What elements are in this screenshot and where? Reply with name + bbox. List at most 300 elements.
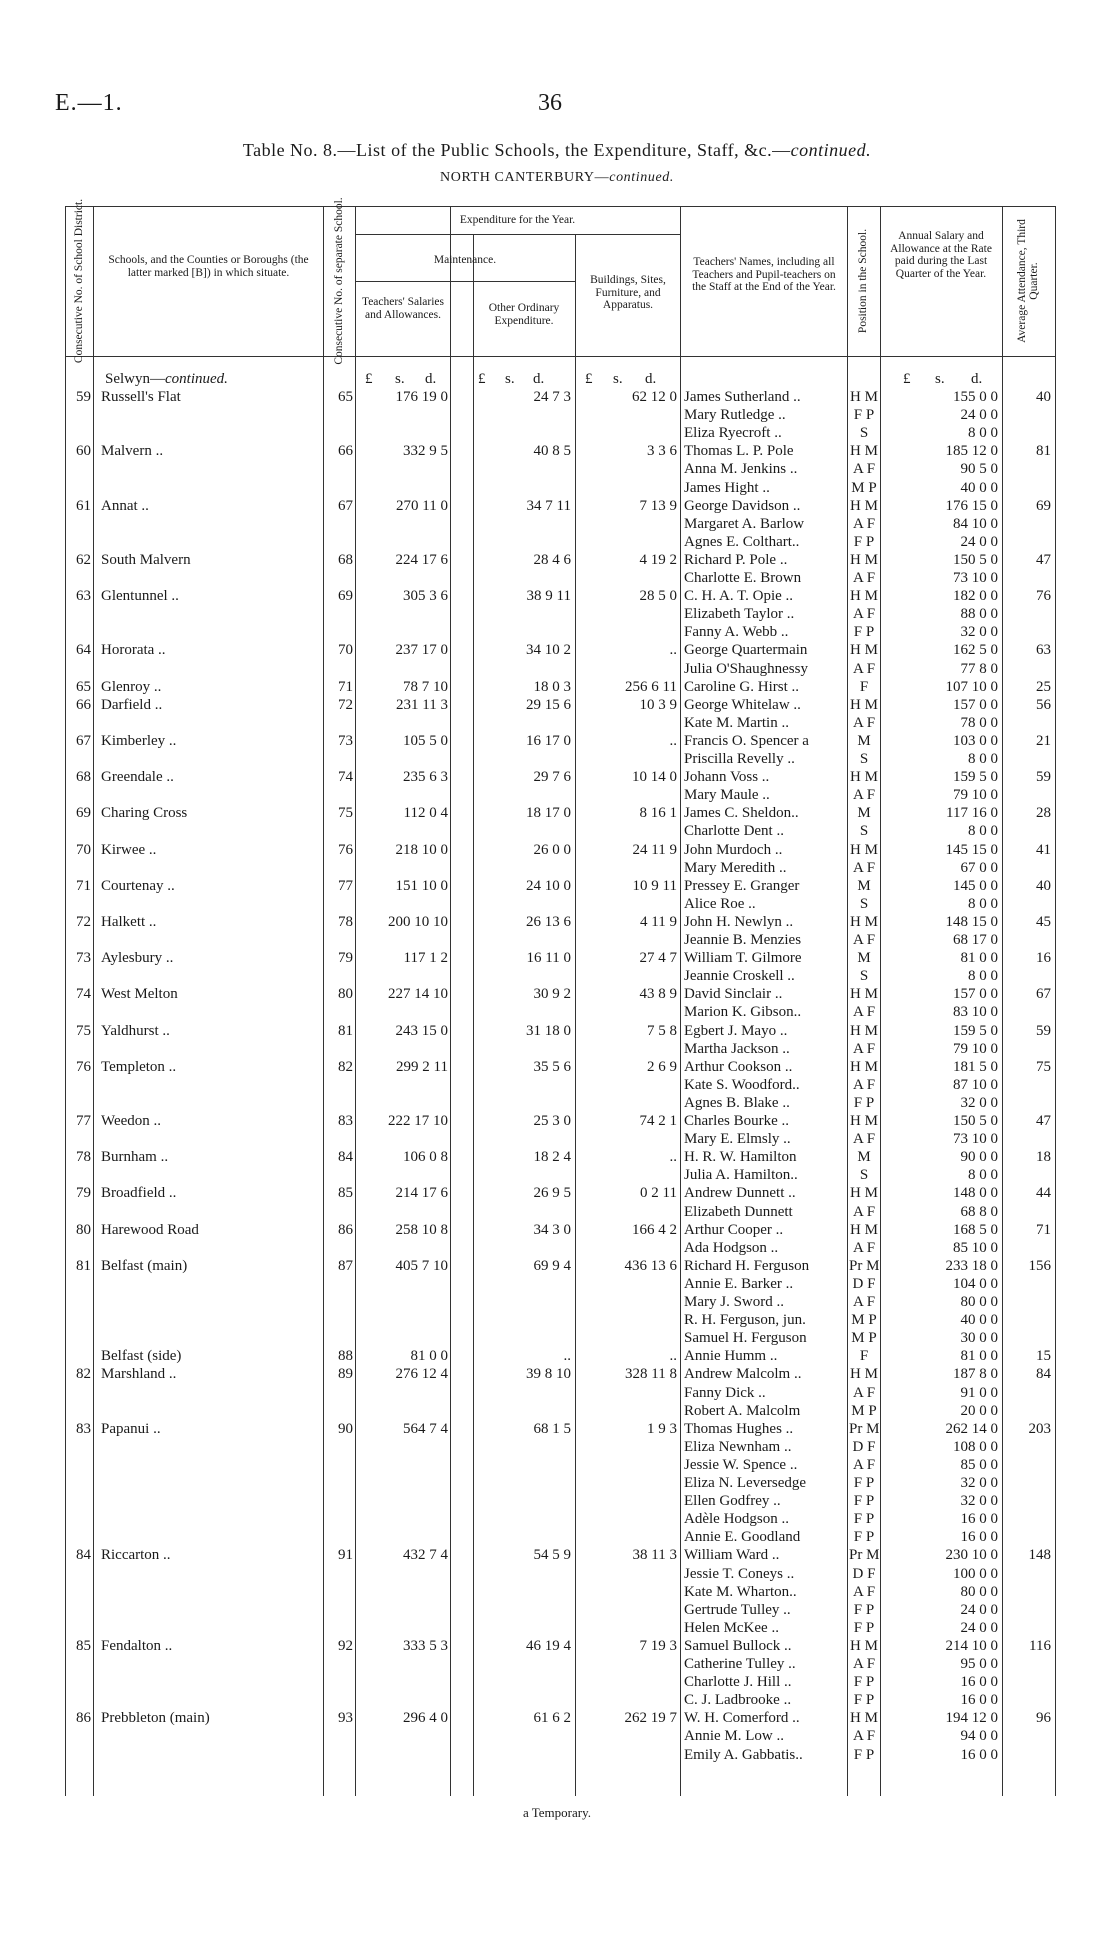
lsd-pound-salaries: £ (365, 371, 373, 387)
table-row (65, 442, 1055, 460)
cell-position: H M (850, 497, 878, 514)
cell-position: F P (853, 1601, 875, 1618)
cell-teacher-name: Mary Meredith .. (684, 859, 787, 876)
cell-annual-salary: 168 5 0 (953, 1221, 998, 1238)
table-row (65, 1203, 1055, 1221)
cell-annual-salary: 103 0 0 (953, 732, 998, 749)
cell-teacher-name: Johann Voss .. (684, 769, 770, 786)
table-row (65, 1746, 1055, 1764)
cell-annual-salary: 150 5 0 (953, 1113, 998, 1129)
table-row (65, 1438, 1055, 1456)
cell-annual-salary: 95 0 0 (960, 1656, 998, 1672)
cell-teacher-name: Mary Rutledge .. (684, 407, 786, 424)
cell-attendance: 59 (1036, 769, 1051, 786)
cell-attendance: 156 (1028, 1257, 1051, 1274)
cell-district-no: 84 (76, 1547, 91, 1564)
cell-attendance: 44 (1036, 1185, 1051, 1202)
cell-annual-salary: 32 0 0 (960, 1493, 998, 1510)
cell-school-name: Templeton .. (101, 1058, 177, 1075)
cell-position: F P (853, 1674, 875, 1691)
header-attendance: Average Attendance, Third Quarter. (1016, 219, 1040, 343)
cell-teacher-name: Annie Humm .. (684, 1348, 778, 1365)
cell-school-no: 71 (338, 678, 353, 695)
cell-attendance: 18 (1036, 1149, 1051, 1166)
cell-school-no: 89 (338, 1366, 353, 1383)
cell-annual-salary: 100 0 0 (953, 1565, 998, 1582)
cell-district-no: 82 (76, 1366, 91, 1383)
table-title-continued: continued. (790, 140, 872, 160)
cell-buildings: 328 11 8 (625, 1366, 677, 1383)
cell-salaries: 333 5 3 (403, 1637, 448, 1654)
cell-annual-salary: 78 0 0 (960, 714, 998, 731)
table-row (65, 1365, 1055, 1383)
table-row (65, 1727, 1055, 1745)
cell-attendance: 81 (1036, 443, 1051, 460)
cell-position: A F (852, 1384, 876, 1401)
cell-district-no: 72 (76, 913, 91, 930)
cell-district-no: 77 (76, 1113, 91, 1129)
county-continued: continued. (165, 371, 228, 387)
cell-school-no: 79 (338, 950, 353, 967)
header-salaries: Teachers' Salaries and Allowances. (361, 296, 445, 321)
cell-school-name: Russell's Flat (101, 389, 181, 405)
cell-buildings: 10 3 9 (639, 696, 677, 713)
cell-salaries: 151 10 0 (395, 877, 448, 894)
cell-other-expenditure: 18 2 4 (533, 1149, 571, 1166)
cell-other-expenditure: 34 10 2 (526, 642, 571, 659)
cell-position: F (859, 678, 869, 695)
cell-position: A F (852, 859, 876, 876)
cell-district-no: 69 (76, 805, 91, 822)
lsd-shilling-other: s. (505, 371, 515, 387)
table-row (65, 1058, 1055, 1076)
cell-annual-salary: 68 17 0 (953, 932, 998, 948)
cell-other-expenditure: 38 9 11 (526, 588, 571, 605)
cell-other-expenditure: 46 19 4 (526, 1637, 571, 1654)
cell-salaries: 231 11 3 (396, 696, 448, 713)
cell-salaries: 106 0 8 (403, 1149, 448, 1166)
cell-position: H M (850, 1185, 878, 1202)
cell-other-expenditure: 25 3 0 (533, 1113, 571, 1129)
cell-teacher-name: James Hight .. (684, 479, 770, 496)
table-row (65, 1094, 1055, 1112)
cell-position: F P (853, 1746, 875, 1763)
cell-teacher-name: C. H. A. T. Opie .. (684, 588, 794, 605)
cell-teacher-name: Eliza N. Leversedge (684, 1475, 807, 1491)
cell-position: A F (852, 1656, 876, 1672)
cell-teacher-name: Anna M. Jenkins .. (684, 461, 798, 478)
table-row (65, 1022, 1055, 1040)
cell-teacher-name: David Sinclair .. (684, 986, 783, 1003)
cell-position: H M (850, 769, 878, 786)
cell-teacher-name: Pressey E. Granger (684, 877, 800, 894)
cell-annual-salary: 32 0 0 (960, 624, 998, 641)
cell-annual-salary: 8 0 0 (968, 968, 998, 985)
lsd-pound-annual: £ (903, 371, 911, 387)
cell-buildings: 7 19 3 (639, 1637, 677, 1654)
cell-position: H M (850, 1113, 878, 1129)
cell-attendance: 16 (1036, 950, 1051, 967)
cell-annual-salary: 16 0 0 (960, 1529, 998, 1546)
cell-buildings: 2 6 9 (647, 1058, 677, 1075)
table-row (65, 877, 1055, 895)
cell-annual-salary: 73 10 0 (953, 1131, 998, 1148)
cell-teacher-name: Margaret A. Barlow (684, 515, 805, 532)
cell-annual-salary: 104 0 0 (953, 1275, 998, 1292)
cell-position: Pr M (849, 1547, 879, 1564)
table-row (65, 1510, 1055, 1528)
cell-attendance: 59 (1036, 1022, 1051, 1039)
cell-teacher-name: George Quartermain (684, 642, 808, 659)
cell-annual-salary: 85 10 0 (953, 1239, 998, 1256)
cell-salaries: 224 17 6 (395, 551, 448, 568)
lsd-pence-buildings: d. (645, 371, 657, 387)
cell-teacher-name: Eliza Ryecroft .. (684, 425, 782, 442)
cell-teacher-name: Charlotte Dent .. (684, 823, 784, 840)
table-row (65, 460, 1055, 478)
cell-annual-salary: 94 0 0 (960, 1728, 998, 1745)
cell-district-no: 62 (76, 551, 91, 568)
cell-salaries: 218 10 0 (395, 841, 448, 858)
cell-school-name: Halkett .. (101, 913, 157, 930)
cell-teacher-name: Helen McKee .. (684, 1619, 779, 1636)
table-row (65, 1221, 1055, 1239)
cell-district-no: 70 (76, 841, 91, 858)
table-row (65, 515, 1055, 533)
cell-teacher-name: Julia O'Shaughnessy (684, 660, 808, 677)
cell-annual-salary: 107 10 0 (945, 678, 998, 695)
table-row (65, 1655, 1055, 1673)
cell-annual-salary: 181 5 0 (953, 1058, 998, 1075)
table-row (65, 1456, 1055, 1474)
table-row (65, 1130, 1055, 1148)
cell-annual-salary: 8 0 0 (968, 895, 998, 912)
table-row (65, 1637, 1055, 1655)
cell-annual-salary: 73 10 0 (953, 570, 998, 586)
cell-annual-salary: 32 0 0 (960, 1475, 998, 1491)
table-row (65, 1257, 1055, 1275)
cell-buildings: 74 2 1 (639, 1113, 677, 1129)
cell-buildings: 3 3 6 (647, 443, 677, 460)
table-row (65, 768, 1055, 786)
cell-teacher-name: Thomas L. P. Pole (684, 443, 794, 460)
header-expenditure: Expenditure for the Year. (459, 214, 576, 226)
cell-buildings: .. (669, 642, 677, 659)
table-row (65, 1402, 1055, 1420)
cell-district-no: 75 (76, 1022, 91, 1039)
cell-annual-salary: 88 0 0 (960, 606, 998, 623)
cell-annual-salary: 87 10 0 (953, 1076, 998, 1093)
cell-teacher-name: Elizabeth Taylor .. (684, 606, 795, 623)
cell-annual-salary: 32 0 0 (960, 1094, 998, 1111)
table-row (65, 1546, 1055, 1564)
cell-teacher-name: Arthur Cookson .. (684, 1058, 793, 1075)
cell-buildings: 62 12 0 (632, 389, 677, 405)
cell-position: H M (850, 1637, 878, 1654)
cell-school-no: 77 (338, 877, 353, 894)
table-row (65, 732, 1055, 750)
cell-annual-salary: 159 5 0 (953, 1022, 998, 1039)
cell-teacher-name: Ellen Godfrey .. (684, 1493, 781, 1510)
cell-buildings: 1 9 3 (647, 1420, 677, 1437)
cell-position: F P (853, 1529, 875, 1546)
cell-buildings: 4 11 9 (640, 913, 677, 930)
table-row (65, 1619, 1055, 1637)
cell-attendance: 96 (1036, 1710, 1051, 1727)
cell-position: M P (851, 1330, 877, 1347)
table-row (65, 1040, 1055, 1058)
table-row (65, 1311, 1055, 1329)
cell-school-name: Kimberley .. (101, 732, 177, 749)
cell-district-no: 64 (76, 642, 91, 659)
cell-position: A F (852, 606, 876, 623)
cell-annual-salary: 90 5 0 (960, 461, 998, 478)
cell-teacher-name: Fanny A. Webb .. (684, 624, 789, 641)
cell-school-no: 80 (338, 986, 353, 1003)
cell-school-name: West Melton (101, 986, 178, 1003)
header-annual-salary: Annual Salary and Allowance at the Rate paid during the Last Quarter of the Year. (890, 230, 992, 280)
cell-teacher-name: Fanny Dick .. (684, 1384, 766, 1401)
cell-position: A F (852, 1294, 876, 1310)
cell-salaries: 258 10 8 (395, 1221, 448, 1238)
cell-school-name: Fendalton .. (101, 1637, 173, 1654)
cell-position: D F (852, 1275, 876, 1292)
cell-position: S (859, 1167, 869, 1184)
cell-annual-salary: 77 8 0 (960, 660, 998, 677)
page-label: E.—1. (55, 90, 123, 116)
footnote: a Temporary. (522, 1805, 592, 1820)
cell-annual-salary: 20 0 0 (960, 1402, 998, 1419)
table-row (65, 1528, 1055, 1546)
table-row (65, 551, 1055, 569)
cell-other-expenditure: 24 10 0 (526, 877, 571, 894)
table-row (65, 786, 1055, 804)
table-row (65, 841, 1055, 859)
lsd-shilling-annual: s. (935, 371, 945, 387)
maintenance-rule (355, 281, 575, 282)
cell-salaries: 200 10 10 (388, 913, 448, 930)
cell-other-expenditure: 40 8 5 (533, 443, 571, 460)
cell-salaries: 227 14 10 (388, 986, 448, 1003)
cell-position: H M (850, 588, 878, 605)
cell-other-expenditure: 30 9 2 (533, 986, 571, 1003)
table-row (65, 1709, 1055, 1727)
cell-teacher-name: William Ward .. (684, 1547, 780, 1564)
cell-annual-salary: 150 5 0 (953, 551, 998, 568)
cell-teacher-name: Richard P. Pole .. (684, 551, 788, 568)
table-row (65, 533, 1055, 551)
cell-school-no: 85 (338, 1185, 353, 1202)
table-header-rule (65, 356, 1055, 357)
cell-salaries: 176 19 0 (395, 389, 448, 405)
cell-teacher-name: Andrew Malcolm .. (684, 1366, 802, 1383)
cell-position: H M (850, 1366, 878, 1383)
cell-teacher-name: George Davidson .. (684, 497, 801, 514)
cell-position: M (857, 1149, 871, 1166)
cell-attendance: 25 (1036, 678, 1051, 695)
cell-position: A F (852, 1004, 876, 1021)
cell-buildings: 10 14 0 (632, 769, 677, 786)
cell-teacher-name: Kate M. Martin .. (684, 714, 789, 731)
cell-school-no: 86 (338, 1221, 353, 1238)
cell-annual-salary: 81 0 0 (960, 950, 998, 967)
cell-annual-salary: 108 0 0 (953, 1438, 998, 1455)
cell-district-no: 83 (76, 1420, 91, 1437)
cell-district-no: 79 (76, 1185, 91, 1202)
cell-teacher-name: Marion K. Gibson.. (684, 1004, 802, 1021)
cell-salaries: 78 7 10 (403, 678, 448, 695)
table-row (65, 641, 1055, 659)
cell-position: S (859, 823, 869, 840)
cell-school-name: Courtenay .. (101, 877, 175, 894)
cell-other-expenditure: 34 3 0 (533, 1221, 571, 1238)
table-row (65, 714, 1055, 732)
cell-annual-salary: 16 0 0 (960, 1674, 998, 1691)
cell-other-expenditure: 39 8 10 (526, 1366, 571, 1383)
cell-position: F P (853, 1094, 875, 1111)
cell-position: H M (850, 1710, 878, 1727)
cell-teacher-name: Charles Bourke .. (684, 1113, 789, 1129)
cell-district-no: 61 (76, 497, 91, 514)
lsd-pound-other: £ (478, 371, 486, 387)
cell-position: Pr M (849, 1257, 879, 1274)
cell-salaries: 270 11 0 (396, 497, 448, 514)
cell-school-no: 68 (338, 551, 353, 568)
cell-salaries: 81 0 0 (410, 1348, 448, 1365)
cell-annual-salary: 194 12 0 (945, 1710, 998, 1727)
cell-teacher-name: W. H. Comerford .. (684, 1710, 800, 1727)
cell-district-no: 76 (76, 1058, 91, 1075)
table-row (65, 822, 1055, 840)
cell-district-no: 71 (76, 877, 91, 894)
cell-annual-salary: 262 14 0 (945, 1420, 998, 1437)
cell-other-expenditure: 35 5 6 (533, 1058, 571, 1075)
cell-school-name: South Malvern (101, 551, 191, 568)
cell-teacher-name: Priscilla Revelly .. (684, 751, 795, 767)
table-row (65, 1003, 1055, 1021)
cell-position: F P (853, 407, 875, 424)
cell-district-no: 86 (76, 1710, 91, 1727)
header-teachers: Teachers' Names, including all Teachers and Pupil-teachers on the Staff at the End of the Year. (692, 256, 836, 293)
cell-position: A F (852, 1203, 876, 1220)
cell-salaries: 299 2 11 (396, 1058, 448, 1075)
schools-table (65, 197, 1055, 1796)
cell-other-expenditure: 29 7 6 (533, 769, 571, 786)
cell-attendance: 40 (1036, 877, 1051, 894)
cell-annual-salary: 24 0 0 (960, 1601, 998, 1618)
cell-position: A F (852, 1131, 876, 1148)
cell-school-name: Glenroy .. (101, 678, 162, 695)
cell-position: A F (852, 515, 876, 532)
table-row (65, 1583, 1055, 1601)
header-district-no: Consecutive No. of School District. (73, 198, 85, 364)
cell-position: S (859, 425, 869, 442)
cell-position: A F (852, 1239, 876, 1256)
cell-buildings: 24 11 9 (632, 841, 677, 858)
cell-salaries: 117 1 2 (403, 950, 448, 967)
cell-teacher-name: Richard H. Ferguson (684, 1257, 810, 1274)
cell-other-expenditure: 16 17 0 (526, 732, 571, 749)
cell-position: A F (852, 1456, 876, 1473)
cell-teacher-name: Julia A. Hamilton.. (684, 1167, 798, 1184)
table-row (65, 678, 1055, 696)
cell-position: H M (850, 1058, 878, 1075)
cell-annual-salary: 162 5 0 (953, 642, 998, 659)
table-row (65, 895, 1055, 913)
cell-attendance: 116 (1029, 1637, 1051, 1654)
region-name: NORTH CANTERBURY— (440, 170, 610, 185)
cell-teacher-name: Annie E. Goodland (684, 1529, 801, 1546)
table-row (65, 1492, 1055, 1510)
cell-position: H M (850, 986, 878, 1003)
table-row (65, 623, 1055, 641)
cell-position: F P (853, 1475, 875, 1491)
cell-teacher-name: Emily A. Gabbatis.. (684, 1746, 803, 1763)
table-row (65, 587, 1055, 605)
cell-other-expenditure: 29 15 6 (526, 696, 571, 713)
cell-teacher-name: Jessie T. Coneys .. (684, 1565, 795, 1582)
cell-annual-salary: 80 0 0 (960, 1583, 998, 1600)
cell-other-expenditure: 26 13 6 (526, 913, 571, 930)
cell-school-no: 72 (338, 696, 353, 713)
cell-teacher-name: James C. Sheldon.. (684, 805, 799, 822)
cell-teacher-name: Annie M. Low .. (684, 1728, 784, 1745)
cell-school-name: Glentunnel .. (101, 588, 179, 605)
cell-school-name: Burnham .. (101, 1149, 169, 1166)
cell-position: F (859, 1348, 869, 1365)
cell-school-no: 84 (338, 1149, 353, 1166)
county-subheading (105, 370, 228, 388)
cell-annual-salary: 8 0 0 (968, 425, 998, 442)
table-title (0, 140, 1114, 161)
cell-attendance: 56 (1036, 696, 1051, 713)
cell-teacher-name: William T. Gilmore (684, 950, 802, 967)
table-row (65, 1076, 1055, 1094)
cell-school-no: 93 (338, 1710, 353, 1727)
table-title-text: Table No. 8.—List of the Public Schools, the Expenditure, Staff, &c.— (242, 140, 791, 160)
cell-position: H M (850, 1022, 878, 1039)
cell-annual-salary: 16 0 0 (960, 1746, 998, 1763)
cell-position: A F (852, 1076, 876, 1093)
cell-teacher-name: Samuel H. Ferguson (684, 1330, 807, 1347)
cell-teacher-name: Andrew Dunnett .. (684, 1185, 796, 1202)
cell-salaries: 432 7 4 (403, 1547, 448, 1564)
cell-position: H M (850, 551, 878, 568)
cell-school-no: 65 (338, 389, 353, 405)
cell-school-name: Yaldhurst .. (101, 1022, 170, 1039)
cell-annual-salary: 159 5 0 (953, 769, 998, 786)
cell-buildings: 7 13 9 (639, 497, 677, 514)
cell-school-no: 66 (338, 443, 353, 460)
cell-district-no: 66 (76, 696, 91, 713)
cell-salaries: 112 0 4 (403, 805, 448, 822)
cell-annual-salary: 67 0 0 (960, 859, 998, 876)
cell-teacher-name: Jeannie B. Menzies (684, 932, 802, 948)
cell-attendance: 63 (1036, 642, 1051, 659)
cell-other-expenditure: 26 9 5 (533, 1185, 571, 1202)
table-row (65, 1673, 1055, 1691)
cell-school-name: Aylesbury .. (101, 950, 174, 967)
table-row (65, 569, 1055, 587)
cell-salaries: 296 4 0 (403, 1710, 448, 1727)
cell-buildings: 27 4 7 (639, 950, 677, 967)
table-row (65, 1329, 1055, 1347)
cell-district-no: 60 (76, 443, 91, 460)
header-position: Position in the School. (857, 228, 869, 334)
lsd-pence-other: d. (533, 371, 545, 387)
cell-teacher-name: Catherine Tulley .. (684, 1656, 796, 1672)
cell-annual-salary: 81 0 0 (960, 1348, 998, 1365)
